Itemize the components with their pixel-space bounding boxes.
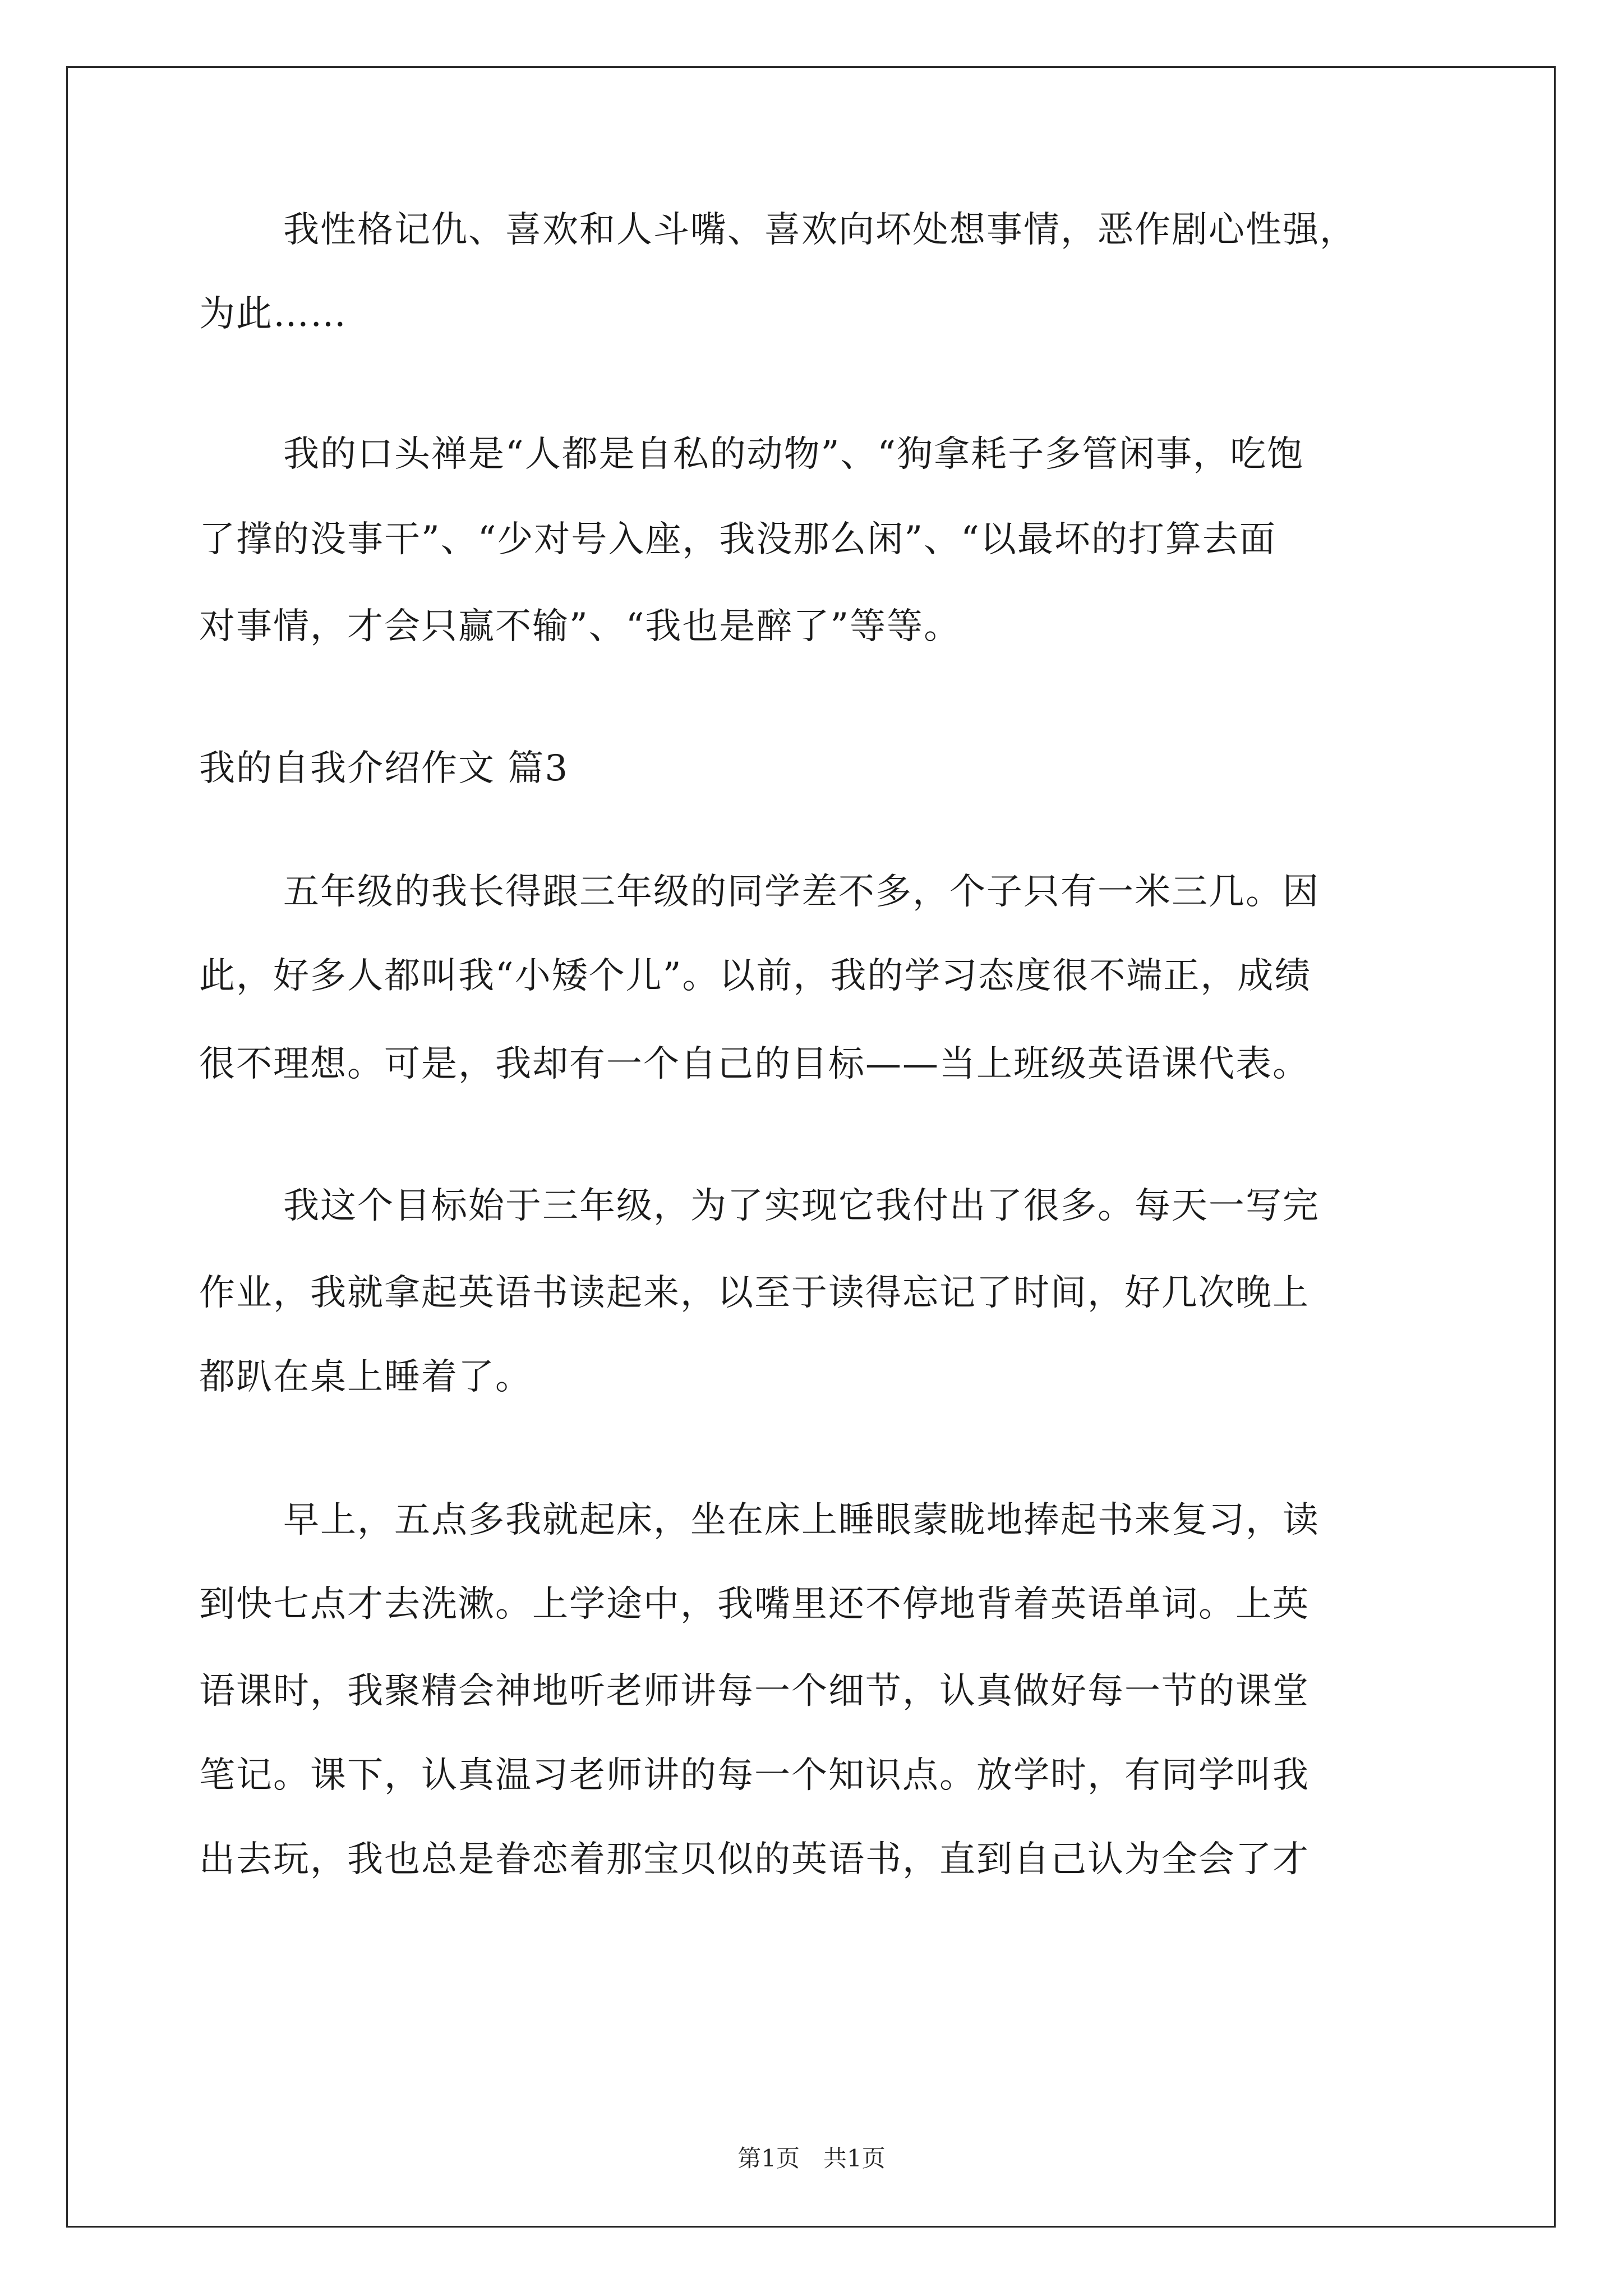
paragraph-5-line-5: 出去玩，我也总是眷恋着那宝贝似的英语书，直到自己认为全会了才 <box>199 1839 1310 1880</box>
paragraph-5-line-2: 到快七点才去洗漱。上学途中，我嘴里还不停地背着英语单词。上英 <box>199 1584 1310 1625</box>
paragraph-2-line-1: 我的口头禅是“人都是自私的动物”、“狗拿耗子多管闲事，吃饱 <box>283 434 1304 475</box>
paragraph-4-line-2: 作业，我就拿起英语书读起来，以至于读得忘记了时间，好几次晚上 <box>199 1272 1310 1314</box>
paragraph-5-line-4: 笔记。课下，认真温习老师讲的每一个知识点。放学时，有同学叫我 <box>199 1755 1310 1796</box>
page-border <box>66 66 1556 2228</box>
paragraph-3-line-1: 五年级的我长得跟三年级的同学差不多，个子只有一米三几。因 <box>283 871 1320 913</box>
paragraph-1-line-2: 为此…… <box>199 293 347 335</box>
paragraph-5-line-1: 早上，五点多我就起床，坐在床上睡眼蒙眬地捧起书来复习，读 <box>283 1499 1320 1541</box>
paragraph-3-line-3: 很不理想。可是，我却有一个自己的目标——当上班级英语课代表。 <box>199 1043 1310 1085</box>
paragraph-2-line-2: 了撑的没事干”、“少对号入座，我没那么闲”、“以最坏的打算去面 <box>199 519 1276 560</box>
paragraph-4-line-1: 我这个目标始于三年级，为了实现它我付出了很多。每天一写完 <box>283 1185 1320 1227</box>
paragraph-2-line-3: 对事情，才会只赢不输”、“我也是醉了”等等。 <box>199 606 961 647</box>
paragraph-5-line-3: 语课时，我聚精会神地听老师讲每一个细节，认真做好每一节的课堂 <box>199 1671 1310 1712</box>
paragraph-4-line-3: 都趴在桌上睡着了。 <box>199 1356 532 1398</box>
section-heading: 我的自我介绍作文 篇3 <box>199 748 569 789</box>
page-number-footer: 第1页 共1页 <box>737 2145 886 2172</box>
paragraph-1-line-1: 我性格记仇、喜欢和人斗嘴、喜欢向坏处想事情，恶作剧心性强， <box>283 209 1357 251</box>
paragraph-3-line-2: 此，好多人都叫我“小矮个儿”。以前，我的学习态度很不端正，成绩 <box>199 955 1312 997</box>
